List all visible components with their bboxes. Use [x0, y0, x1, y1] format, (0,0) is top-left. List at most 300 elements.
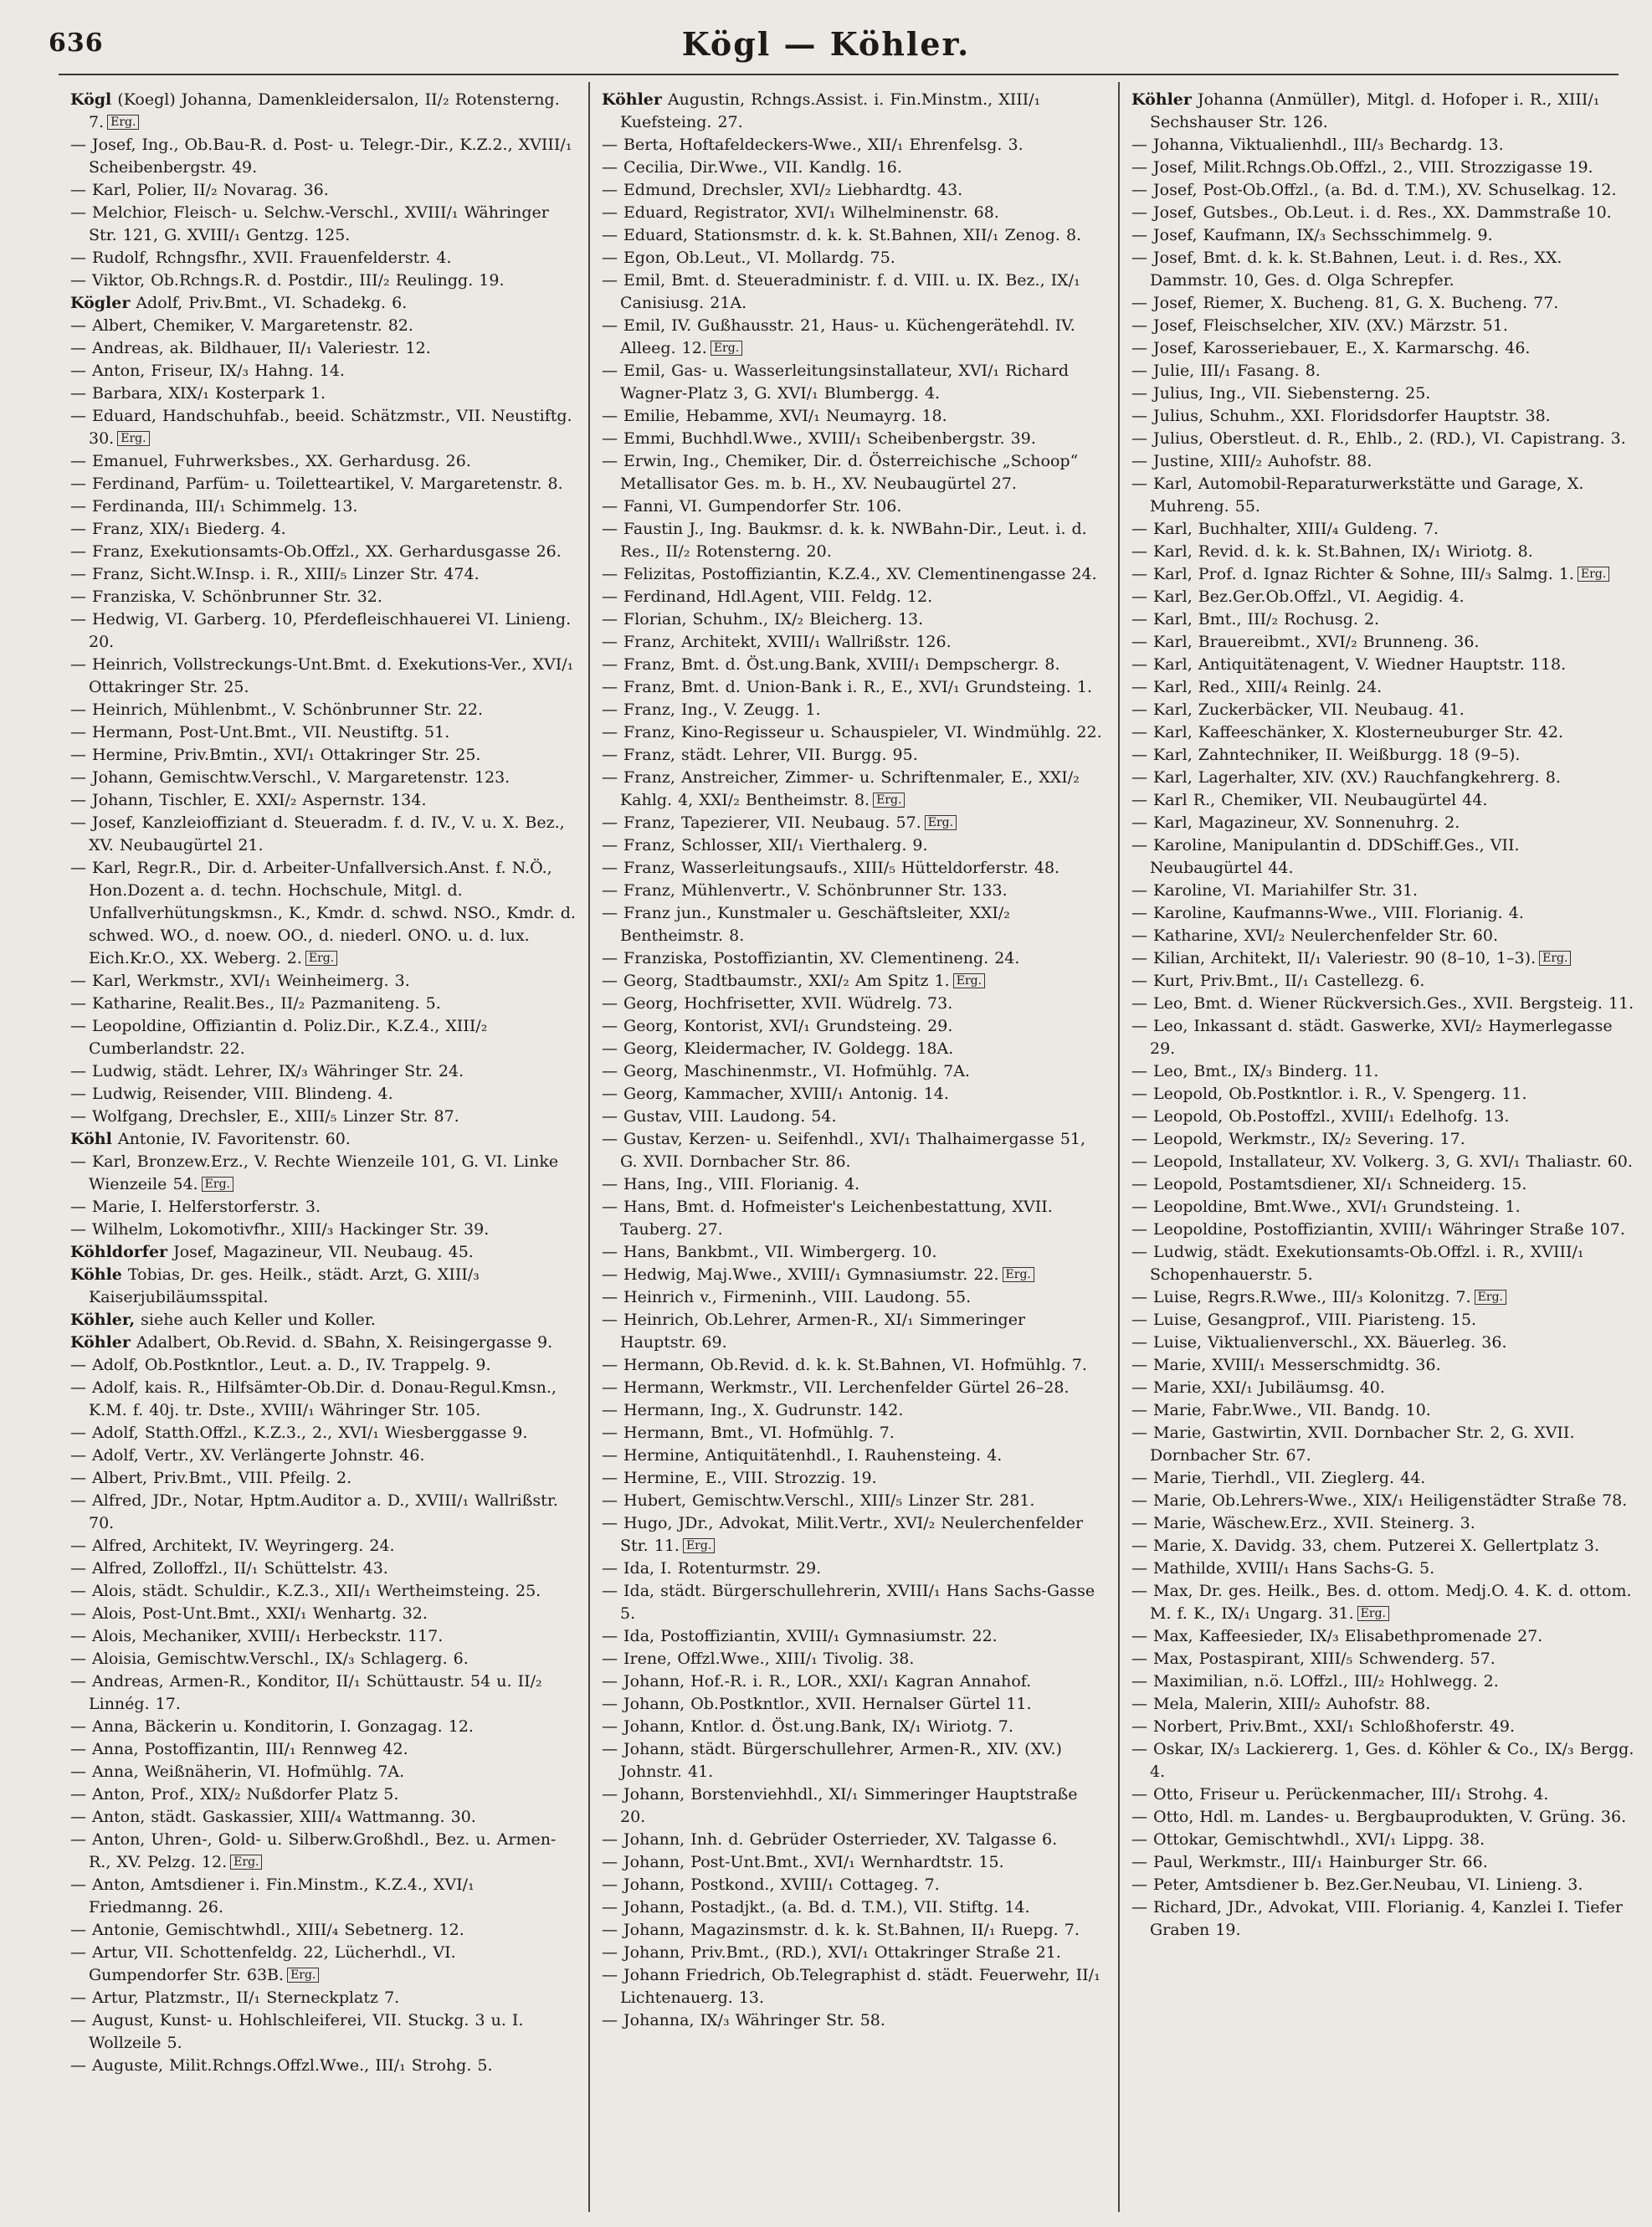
erg-badge: Erg. — [117, 431, 149, 446]
entry-text: — Hermann, Post-Unt.Bmt., VII. Neustiftg. 51. — [70, 723, 450, 741]
directory-entry — [1131, 405, 1636, 428]
entry-text: — Adolf, Statth.Offzl., K.Z.3., 2., XVI/₁ Wiesberggasse 9. — [70, 1424, 528, 1442]
directory-entry — [602, 1309, 1106, 1354]
entry-text: — Ludwig, städt. Exekutionsamts-Ob.Offzl. i. R., XVIII/₁ Schopenhauerstr. 5. — [1131, 1243, 1584, 1284]
directory-entry — [1131, 880, 1636, 902]
entry-text: Augustin, Rchngs.Assist. i. Fin.Minstm., XIII/₁ Kuefsteing. 27. — [620, 90, 1041, 131]
directory-entry — [70, 789, 577, 812]
entry-text: — Karl, Zuckerbäcker, VII. Neubaug. 41. — [1131, 700, 1465, 719]
entry-text: — Hermine, Priv.Bmtin., XVI/₁ Ottakringer Str. 25. — [70, 746, 481, 764]
erg-badge: Erg. — [202, 1177, 233, 1192]
directory-entry — [602, 1467, 1106, 1490]
directory-entry — [70, 202, 577, 247]
entry-text: — Otto, Hdl. m. Landes- u. Bergbauprodukten, V. Grüng. 36. — [1131, 1808, 1627, 1826]
directory-entry — [70, 1761, 577, 1783]
entry-surname: Köhler, — [70, 1311, 136, 1329]
entry-text: — Johann, Kntlor. d. Öst.ung.Bank, IX/₁ Wiriotg. 7. — [602, 1717, 1013, 1736]
directory-entry — [1131, 1241, 1636, 1286]
entry-text: — Hans, Bankbmt., VII. Wimbergerg. 10. — [602, 1243, 937, 1261]
erg-badge: Erg. — [1539, 951, 1571, 966]
directory-entry — [1131, 1806, 1636, 1829]
directory-entry — [70, 1919, 577, 1942]
entry-text: — Anton, Uhren-, Gold- u. Silberw.Großhdl., Bez. u. Armen-R., XV. Pelzg. 12. — [70, 1830, 557, 1871]
directory-entry — [602, 1625, 1106, 1648]
directory-entry — [602, 202, 1106, 224]
directory-entry — [70, 1309, 577, 1332]
entry-text: — Johann, Postkond., XVIII/₁ Cottageg. 7. — [602, 1876, 940, 1894]
entry-text: — Julius, Schuhm., XXI. Floridsdorfer Hauptstr. 38. — [1131, 407, 1551, 425]
entry-surname: Köhle — [70, 1265, 122, 1284]
directory-entry — [602, 1354, 1106, 1377]
entry-text: — Luise, Viktualienverschl., XX. Bäuerleg. 36. — [1131, 1333, 1507, 1352]
directory-entry — [1131, 1648, 1636, 1670]
directory-entry — [70, 1015, 577, 1060]
directory-entry — [1131, 1512, 1636, 1535]
directory-entry — [602, 1490, 1106, 1512]
directory-entry — [602, 1196, 1106, 1241]
entry-text: — Karl, Revid. d. k. k. St.Bahnen, IX/₁ Wiriotg. 8. — [1131, 542, 1533, 561]
entry-text: — Hans, Ing., VIII. Florianig. 4. — [602, 1175, 860, 1193]
directory-entry — [1131, 608, 1636, 631]
entry-text: — Josef, Kanzleioffiziant d. Steueradm. f. d. IV., V. u. X. Bez., XV. Neubaugürtel 21. — [70, 813, 565, 854]
entry-text: — Johann, Gemischtw.Verschl., V. Margaretenstr. 123. — [70, 768, 510, 787]
entry-text: — Hugo, JDr., Advokat, Milit.Vertr., XVI/₂ Neulerchenfelder Str. 11. — [602, 1514, 1084, 1555]
directory-entry — [70, 1535, 577, 1557]
directory-entry — [602, 179, 1106, 202]
directory-entry — [70, 1128, 577, 1151]
directory-entry — [70, 518, 577, 541]
directory-entry — [70, 2055, 577, 2077]
directory-entry — [70, 1942, 577, 1987]
entry-text: — Albert, Priv.Bmt., VIII. Pfeilg. 2. — [70, 1469, 352, 1487]
directory-entry — [1131, 1625, 1636, 1648]
entry-text: — Anna, Bäckerin u. Konditorin, I. Gonzagag. 12. — [70, 1717, 474, 1736]
entry-text: — Katharine, Realit.Bes., II/₂ Pazmaniteng. 5. — [70, 994, 441, 1013]
directory-entry — [602, 1829, 1106, 1851]
directory-entry — [1131, 518, 1636, 541]
entry-text: — Emilie, Hebamme, XVI/₁ Neumayrg. 18. — [602, 407, 947, 425]
entry-text: — Karl, Buchhalter, XIII/₄ Guldeng. 7. — [1131, 520, 1439, 538]
entry-surname: Köhler — [70, 1333, 131, 1352]
entry-text: — Karoline, VI. Mariahilfer Str. 31. — [1131, 881, 1419, 900]
entry-text: — Ferdinand, Hdl.Agent, VIII. Feldg. 12. — [602, 588, 933, 606]
entry-text: — Georg, Maschinenmstr., VI. Hofmühlg. 7A. — [602, 1062, 970, 1080]
directory-entry — [1131, 1874, 1636, 1896]
entry-text: — Barbara, XIX/₁ Kosterpark 1. — [70, 384, 326, 403]
directory-entry — [70, 269, 577, 292]
entry-text: — Leopold, Installateur, XV. Volkerg. 3, G. XVI/₁ Thaliastr. 60. — [1131, 1152, 1633, 1171]
directory-entry — [602, 676, 1106, 699]
directory-entry — [602, 563, 1106, 586]
directory-entry — [602, 1060, 1106, 1083]
entry-text: — Eduard, Stationsmstr. d. k. k. St.Bahnen, XII/₁ Zenog. 8. — [602, 226, 1082, 244]
entry-text: — Franziska, V. Schönbrunner Str. 32. — [70, 588, 382, 606]
entry-text: — Hedwig, VI. Garberg. 10, Pferdefleischhauerei VI. Linieng. 20. — [70, 610, 572, 651]
entry-text: — Franz, Schlosser, XII/₁ Vierthalerg. 9. — [602, 836, 928, 854]
erg-badge: Erg. — [873, 793, 905, 808]
directory-entry — [602, 405, 1106, 428]
entry-text: — Adolf, kais. R., Hilfsämter-Ob.Dir. d. Donau-Regul.Kmsn., K.M. f. 40j. tr. Dste., XVIII/₁ Währinger Str. 105. — [70, 1378, 557, 1419]
erg-badge: Erg. — [287, 1968, 319, 1983]
directory-entry — [70, 1444, 577, 1467]
header-rule — [59, 74, 1619, 75]
entry-text: — Karl, Lagerhalter, XIV. (XV.) Rauchfangkehrerg. 8. — [1131, 768, 1561, 787]
directory-entry — [70, 405, 577, 450]
entry-text: — Luise, Gesangprof., VIII. Piaristeng. 15. — [1131, 1311, 1477, 1329]
entry-text: — Franz, Exekutionsamts-Ob.Offzl., XX. Gerhardusgasse 26. — [70, 542, 562, 561]
directory-entry — [602, 1557, 1106, 1580]
entry-text: — Alfred, Architekt, IV. Weyringerg. 24. — [70, 1537, 395, 1555]
directory-entry — [602, 1851, 1106, 1874]
entry-text: — Karoline, Manipulantin d. DDSchiff.Ges., VII. Neubaugürtel 44. — [1131, 836, 1520, 877]
entry-text: — Hedwig, Maj.Wwe., XVIII/₁ Gymnasiumstr. 22. — [602, 1265, 999, 1284]
entry-text: — Johanna, IX/₃ Währinger Str. 58. — [602, 2011, 885, 2029]
directory-entry — [602, 134, 1106, 157]
entry-text: — Karl, Antiquitätenagent, V. Wiedner Hauptstr. 118. — [1131, 655, 1567, 674]
entry-text: Adalbert, Ob.Revid. d. SBahn, X. Reisingergasse 9. — [130, 1333, 553, 1352]
entry-text: — Karl, Brauereibmt., XVI/₂ Brunneng. 36. — [1131, 633, 1480, 651]
entry-text: — Melchior, Fleisch- u. Selchw.-Verschl., XVIII/₁ Währinger Str. 121, G. XVIII/₁ Gentzg. 125. — [70, 203, 549, 244]
entry-text: — Emil, Bmt. d. Steueradministr. f. d. VIII. u. IX. Bez., IX/₁ Canisiusg. 21A. — [602, 271, 1080, 312]
entry-text: — Johann, Borstenviehhdl., XI/₁ Simmeringer Hauptstraße 20. — [602, 1785, 1078, 1826]
directory-entry — [1131, 1083, 1636, 1106]
entry-text: — Viktor, Ob.Rchngs.R. d. Postdir., III/₂ Reulingg. 19. — [70, 271, 505, 290]
directory-entry — [70, 563, 577, 586]
entry-text: — Antonie, Gemischtwhdl., XIII/₄ Sebetnerg. 12. — [70, 1921, 464, 1939]
erg-badge: Erg. — [230, 1855, 262, 1870]
entry-text: — Georg, Stadtbaumstr., XXI/₂ Am Spitz 1. — [602, 972, 950, 990]
directory-entry — [602, 89, 1106, 134]
directory-entry — [602, 1399, 1106, 1422]
directory-entry — [1131, 473, 1636, 518]
entry-text: — Karl, Zahntechniker, II. Weißburgg. 18 (9–5). — [1131, 746, 1521, 764]
directory-entry — [70, 1241, 577, 1264]
entry-text: — Johann, Hof.-R. i. R., LOR., XXI/₁ Kagran Annahof. — [602, 1672, 1032, 1691]
entry-text: — Josef, Riemer, X. Bucheng. 81, G. X. Bucheng. 77. — [1131, 294, 1559, 312]
directory-entry — [1131, 1467, 1636, 1490]
entry-text: — Karl, Kaffeeschänker, X. Klosterneuburger Str. 42. — [1131, 723, 1564, 741]
entry-text: — Karl, Bronzew.Erz., V. Rechte Wienzeile 101, G. VI. Linke Wienzeile 54. — [70, 1152, 559, 1193]
directory-entry — [602, 1015, 1106, 1038]
entry-text: — Andreas, Armen-R., Konditor, II/₁ Schüttaustr. 54 u. II/₂ Linnég. 17. — [70, 1672, 542, 1713]
directory-entry — [1131, 1128, 1636, 1151]
entry-text: — Paul, Werkmstr., III/₁ Hainburger Str. 66. — [1131, 1853, 1488, 1871]
directory-entry — [1131, 157, 1636, 179]
directory-entry — [70, 1603, 577, 1625]
entry-text: Tobias, Dr. ges. Heilk., städt. Arzt, G. XIII/₃ Kaiserjubiläumsspital. — [89, 1265, 480, 1306]
directory-entry — [1131, 89, 1636, 134]
directory-entry — [602, 1580, 1106, 1625]
entry-text: — Leo, Bmt. d. Wiener Rückversich.Ges., XVII. Bergsteig. 11. — [1131, 994, 1634, 1013]
entry-text: — Franz, Architekt, XVIII/₁ Wallrißstr. 126. — [602, 633, 952, 651]
entry-text: — Ida, Postoffiziantin, XVIII/₁ Gymnasiumstr. 22. — [602, 1627, 998, 1645]
entry-text: — Heinrich, Mühlenbmt., V. Schönbrunner Str. 22. — [70, 700, 484, 719]
directory-entry — [1131, 563, 1636, 586]
erg-badge: Erg. — [683, 1538, 715, 1553]
directory-entry — [602, 1919, 1106, 1942]
entry-text: — Anton, Friseur, IX/₃ Hahng. 14. — [70, 362, 345, 380]
directory-entry — [70, 1264, 577, 1309]
directory-entry — [1131, 1151, 1636, 1173]
directory-entry — [1131, 224, 1636, 247]
directory-entry — [602, 247, 1106, 269]
entry-text: — Ludwig, Reisender, VIII. Blindeng. 4. — [70, 1085, 393, 1103]
directory-entry — [602, 1670, 1106, 1693]
entry-text: — Franz, Sicht.W.Insp. i. R., XIII/₅ Linzer Str. 474. — [70, 565, 480, 583]
directory-entry — [1131, 382, 1636, 405]
directory-entry — [602, 1874, 1106, 1896]
directory-entry — [602, 428, 1106, 450]
entry-text: — Egon, Ob.Leut., VI. Mollardg. 75. — [602, 249, 895, 267]
entry-text: — Leopold, Postamtsdiener, XI/₁ Schneiderg. 15. — [1131, 1175, 1527, 1193]
entry-text: — Julius, Ing., VII. Siebensterng. 25. — [1131, 384, 1431, 403]
directory-entry — [1131, 1693, 1636, 1716]
entry-text: — Johann, Postadjkt., (a. Bd. d. T.M.), VII. Stiftg. 14. — [602, 1898, 1030, 1917]
entry-surname: Köhl — [70, 1130, 112, 1148]
entry-text: — Auguste, Milit.Rchngs.Offzl.Wwe., III/₁ Strohg. 5. — [70, 2056, 493, 2075]
entry-text: — Marie, X. Davidg. 33, chem. Putzerei X. Gellertplatz 3. — [1131, 1537, 1600, 1555]
entry-text: — Max, Dr. ges. Heilk., Bes. d. ottom. Medj.O. 4. K. d. ottom. M. f. K., IX/₁ Ungarg. 31. — [1131, 1582, 1632, 1623]
entry-text: — Josef, Gutsbes., Ob.Leut. i. d. Res., XX. Dammstraße 10. — [1131, 203, 1612, 222]
entry-text: — Marie, I. Helferstorferstr. 3. — [70, 1198, 321, 1216]
directory-entry — [70, 1806, 577, 1829]
entry-text: — Josef, Bmt. d. k. k. St.Bahnen, Leut. i. d. Res., XX. Dammstr. 10, Ges. d. Olga Schrepfer. — [1131, 249, 1562, 290]
entry-text: — Karl, Werkmstr., XVI/₁ Weinheimerg. 3. — [70, 972, 410, 990]
directory-entry — [602, 1512, 1106, 1557]
entry-text: siehe auch Keller und Koller. — [135, 1311, 376, 1329]
directory-entry — [1131, 1309, 1636, 1332]
directory-entry — [1131, 1490, 1636, 1512]
entry-text: — Franz, Wasserleitungsaufs., XIII/₅ Hütteldorferstr. 48. — [602, 859, 1060, 877]
directory-entry — [70, 1354, 577, 1377]
entry-text: — Alois, städt. Schuldir., K.Z.3., XII/₁ Wertheimsteing. 25. — [70, 1582, 541, 1600]
directory-entry — [1131, 812, 1636, 834]
entry-text: — Johann, Post-Unt.Bmt., XVI/₁ Wernhardtstr. 15. — [602, 1853, 1004, 1871]
entry-text: — Leopold, Ob.Postkntlor. i. R., V. Spengerg. 11. — [1131, 1085, 1527, 1103]
entry-text: — Georg, Hochfrisetter, XVII. Wüdrelg. 73. — [602, 994, 953, 1013]
directory-entry — [602, 1264, 1106, 1286]
directory-entry — [70, 767, 577, 789]
entry-text: — Johann Friedrich, Ob.Telegraphist d. städt. Feuerwehr, II/₁ Lichtenauerg. 13. — [602, 1966, 1100, 2007]
directory-entry — [1131, 1399, 1636, 1422]
directory-entry — [602, 1286, 1106, 1309]
directory-entry — [1131, 1829, 1636, 1851]
entry-text: — Johann, Priv.Bmt., (RD.), XVI/₁ Ottakringer Straße 21. — [602, 1943, 1061, 1962]
entry-text: — Ida, städt. Bürgerschullehrerin, XVIII/₁ Hans Sachs-Gasse 5. — [602, 1582, 1095, 1623]
directory-entry — [1131, 247, 1636, 292]
entry-text: — Marie, Fabr.Wwe., VII. Bandg. 10. — [1131, 1401, 1431, 1419]
entry-text: — Johann, städt. Bürgerschullehrer, Armen-R., XIV. (XV.) Johnstr. 41. — [602, 1740, 1062, 1781]
entry-text: — Emil, IV. Gußhausstr. 21, Haus- u. Küchengerätehdl. IV. Alleeg. 12. — [602, 316, 1075, 357]
entry-text: — Karl R., Chemiker, VII. Neubaugürtel 44. — [1131, 791, 1488, 809]
directory-entry — [70, 1648, 577, 1670]
directory-entry — [70, 473, 577, 495]
directory-entry — [602, 315, 1106, 360]
directory-entry — [602, 1128, 1106, 1173]
directory-entry — [602, 1648, 1106, 1670]
entry-text: — Franz, Tapezierer, VII. Neubaug. 57. — [602, 813, 921, 832]
entry-text: Johanna (Anmüller), Mitgl. d. Hofoper i. R., XIII/₁ Sechshauser Str. 126. — [1150, 90, 1600, 131]
directory-entry — [602, 947, 1106, 970]
directory-entry — [1131, 292, 1636, 315]
entry-surname: Kögl — [70, 90, 112, 109]
entry-text: — Marie, Ob.Lehrers-Wwe., XIX/₁ Heiligenstädter Straße 78. — [1131, 1491, 1628, 1510]
entry-text: — Georg, Kleidermacher, IV. Goldegg. 18A. — [602, 1039, 954, 1058]
entry-text: — Franz, XIX/₁ Biederg. 4. — [70, 520, 286, 538]
directory-entry — [602, 586, 1106, 608]
directory-entry — [1131, 360, 1636, 382]
entry-text: — Johann, Inh. d. Gebrüder Osterrieder, XV. Talgasse 6. — [602, 1830, 1058, 1849]
directory-entry — [1131, 202, 1636, 224]
entry-text: — Johann, Tischler, E. XXI/₂ Aspernstr. 134. — [70, 791, 427, 809]
entry-text: — Karl, Prof. d. Ignaz Richter & Sohne, III/₃ Salmg. 1. — [1131, 565, 1574, 583]
entry-text: — Hermann, Ing., X. Gudrunstr. 142. — [602, 1401, 904, 1419]
entry-surname: Köhler — [602, 90, 662, 109]
directory-entry — [1131, 1557, 1636, 1580]
entry-text: — Max, Postaspirant, XIII/₅ Schwenderg. 57. — [1131, 1650, 1496, 1668]
directory-entry — [70, 1151, 577, 1196]
entry-text: — Eduard, Handschuhfab., beeid. Schätzmstr., VII. Neustiftg. 30. — [70, 407, 572, 448]
directory-entry — [1131, 744, 1636, 767]
entry-text: — Karl, Bez.Ger.Ob.Offzl., VI. Aegidig. 4. — [1131, 588, 1465, 606]
directory-entry — [602, 721, 1106, 744]
directory-entry — [1131, 834, 1636, 880]
entry-text: — Hubert, Gemischtw.Verschl., XIII/₅ Linzer Str. 281. — [602, 1491, 1035, 1510]
directory-entry — [70, 1987, 577, 2009]
directory-entry — [70, 1625, 577, 1648]
directory-entry — [1131, 1286, 1636, 1309]
entry-text: — Eduard, Registrator, XVI/₁ Wilhelminenstr. 68. — [602, 203, 999, 222]
entry-text: — Berta, Hoftafeldeckers-Wwe., XII/₁ Ehrenfelsg. 3. — [602, 136, 1024, 154]
directory-entry — [1131, 1580, 1636, 1625]
entry-text: — Mela, Malerin, XIII/₂ Auhofstr. 88. — [1131, 1695, 1431, 1713]
directory-entry — [70, 1083, 577, 1106]
directory-entry — [70, 1738, 577, 1761]
directory-entry — [70, 812, 577, 857]
directory-entry — [602, 1738, 1106, 1783]
directory-entry — [70, 1670, 577, 1716]
directory-entry — [70, 1467, 577, 1490]
column-right — [1118, 82, 1648, 2212]
entry-surname: Köhldorfer — [70, 1243, 168, 1261]
entry-text: — Marie, Wäschew.Erz., XVII. Steinerg. 3. — [1131, 1514, 1475, 1532]
entry-text: — Johann, Ob.Postkntlor., XVII. Hernalser Gürtel 11. — [602, 1695, 1032, 1713]
entry-text: — Heinrich, Vollstreckungs-Unt.Bmt. d. Exekutions-Ver., XVI/₁ Ottakringer Str. 25. — [70, 655, 574, 696]
entry-text: — Justine, XIII/₂ Auhofstr. 88. — [1131, 452, 1372, 470]
entry-text: — Alfred, JDr., Notar, Hptm.Auditor a. D., XVIII/₁ Wallrißstr. 70. — [70, 1491, 558, 1532]
entry-text: — Artur, VII. Schottenfeldg. 22, Lücherhdl., VI. Gumpendorfer Str. 63B. — [70, 1943, 456, 1984]
erg-badge: Erg. — [107, 115, 139, 130]
entry-text: — Emil, Gas- u. Wasserleitungsinstallateur, XVI/₁ Richard Wagner-Platz 3, G. XVI/₁ Blumbergg. 4. — [602, 362, 1069, 403]
directory-columns — [59, 82, 1649, 2212]
directory-entry — [1131, 179, 1636, 202]
entry-text: — Kilian, Architekt, II/₁ Valeriestr. 90 (8–10, 1–3). — [1131, 949, 1537, 967]
entry-text: — Karl, Red., XIII/₄ Reinlg. 24. — [1131, 678, 1383, 696]
erg-badge: Erg. — [1357, 1606, 1389, 1621]
directory-entry — [602, 224, 1106, 247]
entry-text: — Anna, Postoffizantin, III/₁ Rennweg 42. — [70, 1740, 408, 1758]
directory-entry — [70, 134, 577, 179]
directory-entry — [1131, 450, 1636, 473]
entry-text: — Richard, JDr., Advokat, VIII. Florianig. 4, Kanzlei I. Tiefer Graben 19. — [1131, 1898, 1623, 1939]
entry-text: — Max, Kaffeesieder, IX/₃ Elisabethpromenade 27. — [1131, 1627, 1543, 1645]
entry-text: — Anna, Weißnäherin, VI. Hofmühlg. 7A. — [70, 1763, 405, 1781]
directory-entry — [602, 495, 1106, 518]
entry-text: — Marie, Tierhdl., VII. Zieglerg. 44. — [1131, 1469, 1426, 1487]
directory-entry — [602, 1106, 1106, 1128]
directory-entry — [602, 1083, 1106, 1106]
entry-text: — Franz, Bmt. d. Öst.ung.Bank, XVIII/₁ Dempschergr. 8. — [602, 655, 1060, 674]
directory-entry — [70, 1557, 577, 1580]
directory-entry — [1131, 767, 1636, 789]
directory-entry — [1131, 315, 1636, 337]
entry-text: — Hans, Bmt. d. Hofmeister's Leichenbestattung, XVII. Tauberg. 27. — [602, 1198, 1053, 1239]
directory-entry — [1131, 1851, 1636, 1874]
directory-entry — [1131, 1738, 1636, 1783]
directory-entry — [1131, 993, 1636, 1015]
directory-entry — [602, 744, 1106, 767]
directory-entry — [602, 857, 1106, 880]
entry-text: — Franz, städt. Lehrer, VII. Burgg. 95. — [602, 746, 918, 764]
entry-text: — Emmi, Buchhdl.Wwe., XVIII/₁ Scheibenbergstr. 39. — [602, 429, 1036, 448]
entry-text: — Norbert, Priv.Bmt., XXI/₁ Schloßhoferstr. 49. — [1131, 1717, 1516, 1736]
entry-text: Adolf, Priv.Bmt., VI. Schadekg. 6. — [130, 294, 408, 312]
directory-entry — [70, 1219, 577, 1241]
directory-entry — [1131, 902, 1636, 925]
entry-text: — Leopoldine, Bmt.Wwe., XVI/₁ Grundsteing. 1. — [1131, 1198, 1521, 1216]
entry-text: — Alois, Post-Unt.Bmt., XXI/₁ Wenhartg. 32. — [70, 1604, 428, 1623]
entry-text: — Ottokar, Gemischtwhdl., XVI/₁ Lippg. 38. — [1131, 1830, 1485, 1849]
entry-text: — Leopold, Ob.Postoffzl., XVIII/₁ Edelhofg. 13. — [1131, 1107, 1510, 1126]
entry-text: — Cecilia, Dir.Wwe., VII. Kandlg. 16. — [602, 158, 902, 177]
erg-badge: Erg. — [1003, 1267, 1034, 1282]
entry-text: Antonie, IV. Favoritenstr. 60. — [111, 1130, 351, 1148]
directory-entry — [70, 1422, 577, 1444]
page-number: 636 — [49, 28, 104, 58]
entry-text: Josef, Magazineur, VII. Neubaug. 45. — [167, 1243, 474, 1261]
directory-entry — [1131, 337, 1636, 360]
directory-entry — [602, 1241, 1106, 1264]
entry-text: — Franz, Bmt. d. Union-Bank i. R., E., XVI/₁ Grundsteing. 1. — [602, 678, 1092, 696]
directory-entry — [70, 450, 577, 473]
entry-text: — Franz, Anstreicher, Zimmer- u. Schriftenmaler, E., XXI/₂ Kahlg. 4, XXI/₂ Bentheimstr. 8. — [602, 768, 1080, 809]
directory-entry — [1131, 631, 1636, 654]
entry-text: — Josef, Fleischselcher, XIV. (XV.) Märzstr. 51. — [1131, 316, 1508, 335]
directory-entry — [602, 767, 1106, 812]
directory-entry — [602, 1422, 1106, 1444]
entry-text: — Josef, Ing., Ob.Bau-R. d. Post- u. Telegr.-Dir., K.Z.2., XVIII/₁ Scheibenbergstr. 49. — [70, 136, 572, 177]
entry-text: — Adolf, Ob.Postkntlor., Leut. a. D., IV. Trappelg. 9. — [70, 1356, 491, 1374]
directory-entry — [1131, 654, 1636, 676]
entry-text: — Felizitas, Postoffiziantin, K.Z.4., XV. Clementinengasse 24. — [602, 565, 1097, 583]
directory-entry — [602, 269, 1106, 315]
entry-text: — Peter, Amtsdiener b. Bez.Ger.Neubau, VI. Linieng. 3. — [1131, 1876, 1583, 1894]
directory-entry — [70, 721, 577, 744]
entry-text: — Marie, XVIII/₁ Messerschmidtg. 36. — [1131, 1356, 1441, 1374]
directory-entry — [70, 586, 577, 608]
entry-text: — Alois, Mechaniker, XVIII/₁ Herbeckstr. 117. — [70, 1627, 444, 1645]
directory-entry — [602, 360, 1106, 405]
directory-entry — [1131, 134, 1636, 157]
directory-entry — [602, 654, 1106, 676]
erg-badge: Erg. — [925, 815, 957, 830]
directory-entry — [1131, 699, 1636, 721]
directory-entry — [602, 993, 1106, 1015]
entry-text: — Karl, Bmt., III/₂ Rochusg. 2. — [1131, 610, 1380, 629]
directory-entry — [602, 812, 1106, 834]
entry-text: — Karl, Polier, II/₂ Novarag. 36. — [70, 181, 329, 199]
entry-text: — Rudolf, Rchngsfhr., XVII. Frauenfelderstr. 4. — [70, 249, 452, 267]
